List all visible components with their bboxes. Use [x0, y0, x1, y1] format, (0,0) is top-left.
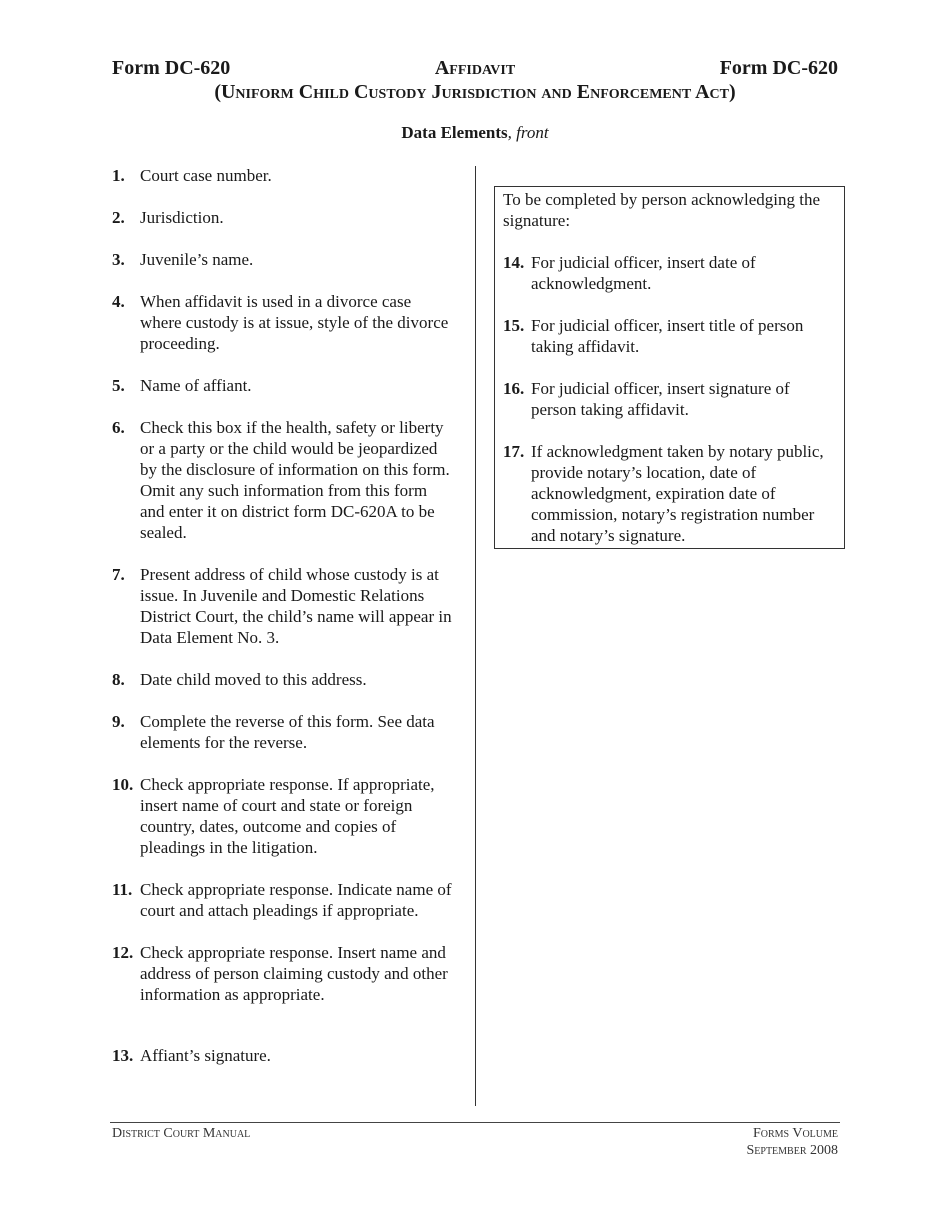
data-element-item [112, 879, 452, 921]
item-number: 9. [112, 712, 125, 731]
data-element-item [503, 378, 836, 420]
item-number: 16. [503, 379, 525, 398]
data-element-item [503, 315, 836, 357]
item-text: Affiant’s signature. [140, 1046, 271, 1065]
item-number: 12. [112, 943, 134, 962]
item-text: Court case number. [140, 166, 272, 185]
item-text: Name of affiant. [140, 376, 252, 395]
item-number: 1. [112, 166, 125, 185]
form-number-left: Form DC-620 [112, 57, 231, 79]
item-text: When affidavit is used in a divorce case where custody is at issue, style of the divorce proceeding. [140, 292, 449, 353]
item-text: If acknowledgment taken by notary public, provide notary’s location, date of acknowledgment, expiration date of commission, notary’s registration number and notary’s signature. [531, 442, 824, 545]
item-text: Present address of child whose custody is at issue. In Juvenile and Domestic Relations District Court, the child’s name will appear in Data Element No. 3. [140, 565, 452, 647]
column-divider [475, 166, 476, 1106]
data-element-item [112, 711, 452, 753]
item-number: 5. [112, 376, 125, 395]
section-title-side: , front [507, 123, 549, 142]
data-element-item [112, 249, 452, 270]
item-text: Check this box if the health, safety or liberty or a party or the child would be jeopardized by the disclosure of information on this form. Omit any such information from this form and enter it on district form DC-620A to be sealed. [140, 418, 450, 542]
acknowledgment-box [494, 186, 845, 549]
data-element-item [112, 417, 452, 543]
item-text: Juvenile’s name. [140, 250, 254, 269]
item-number: 15. [503, 316, 525, 335]
document-subtitle: (Uniform Child Custody Jurisdiction and Enforcement Act) [214, 81, 736, 103]
item-text: Date child moved to this address. [140, 670, 367, 689]
item-number: 7. [112, 565, 125, 584]
data-element-item [112, 669, 452, 690]
item-number: 13. [112, 1046, 134, 1065]
item-number: 14. [503, 253, 525, 272]
footer-volume-info [746, 1125, 838, 1159]
item-number: 11. [112, 880, 133, 899]
item-text: Check appropriate response. If appropriate, insert name of court and state or foreign country, dates, outcome and copies of pleadings in the litigation. [140, 775, 435, 857]
item-text: For judicial officer, insert signature of person taking affidavit. [531, 379, 790, 419]
section-title-main: Data Elements [401, 123, 508, 142]
item-number: 17. [503, 442, 525, 461]
left-column [112, 165, 452, 1087]
item-number: 3. [112, 250, 125, 269]
data-element-item [112, 1045, 452, 1066]
data-element-item [112, 375, 452, 396]
item-text: For judicial officer, insert date of acknowledgment. [531, 253, 756, 293]
footer-manual-name: District Court Manual [112, 1126, 251, 1141]
data-element-item [112, 942, 452, 1005]
item-text: Complete the reverse of this form. See data elements for the reverse. [140, 712, 435, 752]
form-number-right: Form DC-620 [719, 57, 838, 79]
acknowledgment-intro: To be completed by person acknowledging the signature: [503, 190, 820, 230]
data-element-item [112, 774, 452, 858]
data-element-item [112, 564, 452, 648]
data-element-item [112, 207, 452, 228]
footer-rule [110, 1122, 840, 1123]
item-number: 8. [112, 670, 125, 689]
item-number: 10. [112, 775, 134, 794]
data-element-item [112, 291, 452, 354]
footer-date: September 2008 [746, 1143, 838, 1158]
item-text: For judicial officer, insert title of person taking affidavit. [531, 316, 804, 356]
item-text: Jurisdiction. [140, 208, 224, 227]
section-title [0, 122, 950, 144]
item-text: Check appropriate response. Indicate name of court and attach pleadings if appropriate. [140, 880, 452, 920]
item-text: Check appropriate response. Insert name and address of person claiming custody and other information as appropriate. [140, 943, 448, 1004]
document-title: Affidavit [434, 57, 516, 79]
data-element-item [503, 252, 836, 294]
item-number: 4. [112, 292, 125, 311]
data-element-item [112, 165, 452, 186]
data-element-item [503, 441, 836, 546]
item-number: 6. [112, 418, 125, 437]
footer-volume: Forms Volume [752, 1126, 838, 1141]
item-number: 2. [112, 208, 125, 227]
